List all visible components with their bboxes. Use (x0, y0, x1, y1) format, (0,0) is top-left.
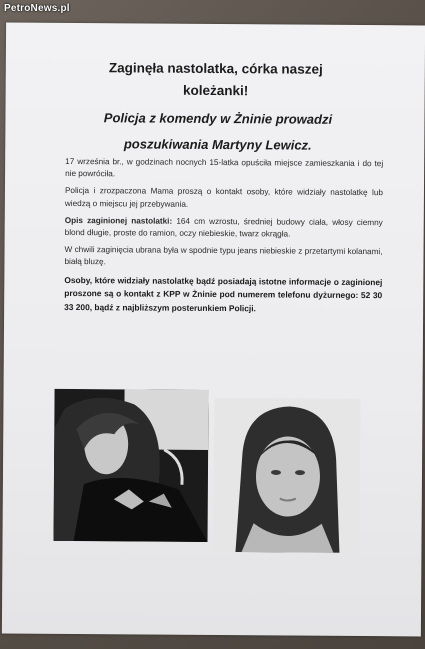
paragraph-clothing: W chwili zaginięcia ubrana była w spodnie typu jeans niebieskie z przetartymi kolanami, białą bluzę. (64, 245, 383, 267)
poster-body (64, 156, 383, 321)
title-line-1: Zaginęła nastolatka, córka naszej (108, 60, 323, 77)
photo-selfie (54, 389, 209, 542)
missing-person-poster (2, 23, 425, 637)
poster-title (46, 57, 386, 103)
paragraph-contact: Osoby, które widziały nastolatkę bądź posiadają istotne informacje o zaginionej proszone są o kontakt z KPP w Żninie pod numerem telefonu dyżurnego: 52 30 33 200, bądź z najbliższym posterunkiem Policji. (64, 274, 383, 313)
photo-portrait (213, 398, 360, 553)
paragraph-disappearance: 17 września br., w godzinach nocnych 15-latka opuściła miejsce zamieszkania i do tej nie powróciła. (65, 156, 384, 179)
paragraph-description (65, 215, 383, 242)
description-text: 164 cm wzrostu, średniej budowy ciała, włosy ciemny blond długie, proste do ramion, oczy niebieskie, twarz okrągła. (64, 216, 383, 239)
poster-subtitle (45, 105, 390, 159)
title-line-2: koleżanki! (182, 82, 249, 99)
paragraph-appeal: Policja i zrozpaczona Mama proszą o kontakt osoby, które widziały nastolatkę lub wiedzą o miejscu jej przebywania. (64, 186, 383, 209)
subtitle-line-2: poszukiwania Martyny Lewicz. (123, 136, 312, 153)
watermark: PetroNews.pl (4, 3, 70, 14)
description-label: Opis zaginionej nastolatki: (64, 215, 173, 226)
subtitle-line-1: Policja z komendy w Żninie prowadzi (103, 110, 333, 127)
